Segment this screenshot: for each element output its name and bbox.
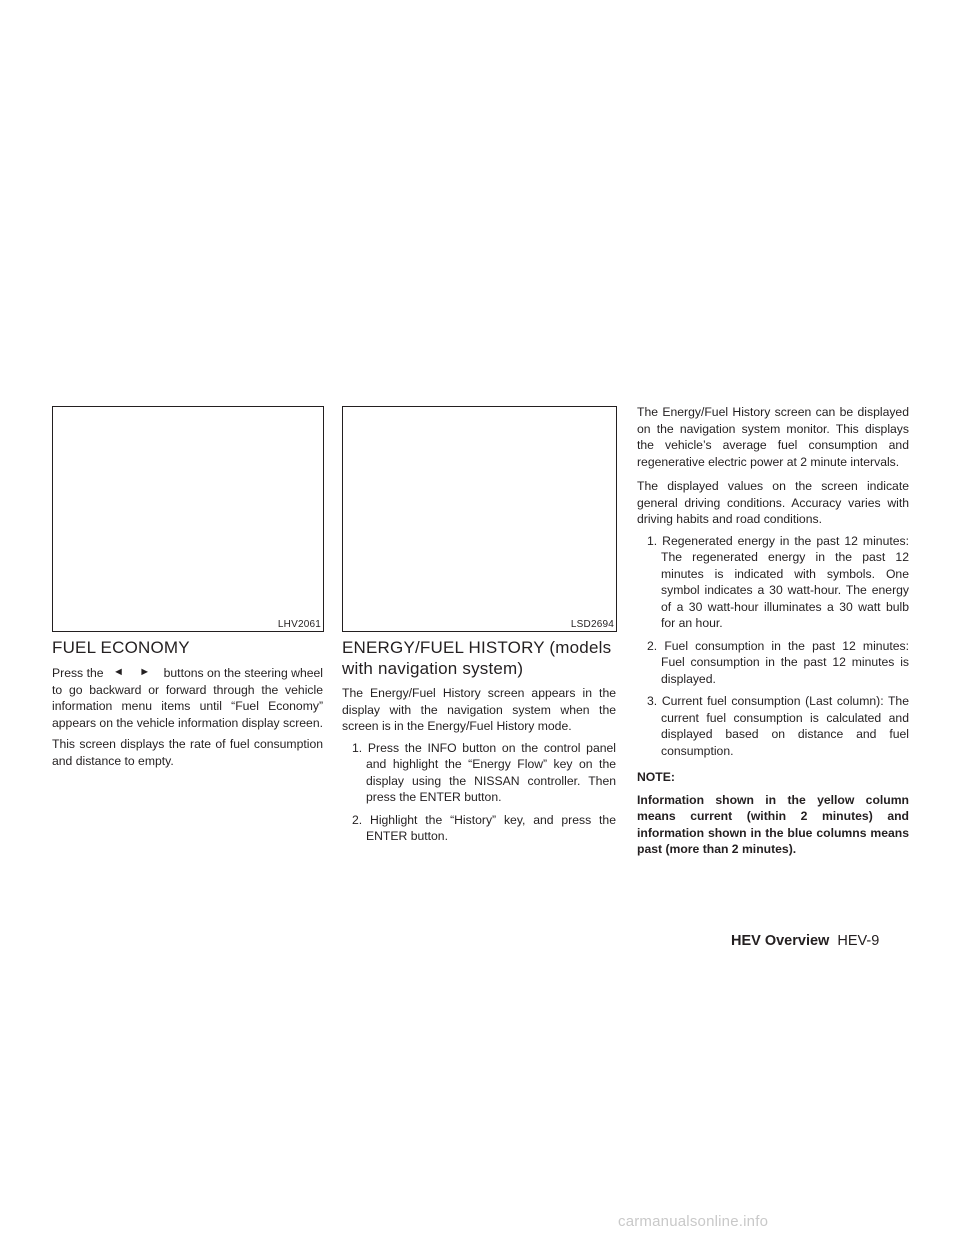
left-arrow-icon: ◄ [112, 666, 124, 678]
watermark: carmanualsonline.info [618, 1213, 769, 1230]
right-arrow-icon: ► [139, 666, 151, 678]
section-title: FUEL ECONOMY [52, 638, 190, 657]
list-item: 3. Current fuel consumption (Last column): The current fuel consumption is calculated and displayed based on distance and fuel consumption. [647, 694, 909, 758]
column-fuel-economy [52, 637, 323, 774]
paragraph: Press the ◄ ► buttons on the steering wheel to go backward or forward through the vehicle information menu items until “Fuel Economy” appears on the vehicle information display screen. [52, 666, 324, 730]
section-title: ENERGY/FUEL HISTORY (models with navigation system) [342, 638, 612, 678]
figure-fuel-economy [52, 406, 324, 632]
list-item: 1. Regenerated energy in the past 12 minutes: The regenerated energy in the past 12 minutes is indicated with symbols. One symbol indicates a 30 watt-hour. The energy of a 30 watt-hour illuminates a 30 watt bulb for an hour. [647, 533, 909, 630]
list-item: 1. Press the INFO button on the control panel and highlight the “Energy Flow” key on the display using the NISSAN controller. Then press the ENTER button. [352, 740, 616, 804]
steps-list [342, 740, 616, 845]
list-item: 2. Fuel consumption in the past 12 minutes: Fuel consumption in the past 12 minutes is displayed. [647, 638, 909, 686]
paragraph: The Energy/Fuel History screen appears in the display with the navigation system when the screen is in the Energy/Fuel History mode. [342, 686, 616, 733]
paragraph: The Energy/Fuel History screen can be displayed on the navigation system monitor. This displays the vehicle’s average fuel consumption and regenerative electric power at 2 minute intervals. [637, 405, 909, 469]
column-energy-history [342, 637, 616, 851]
column-right [637, 404, 909, 858]
page-footer [731, 933, 879, 949]
page-number: HEV-9 [837, 933, 880, 949]
figure-energy-history [342, 406, 617, 632]
figure-label: LSD2694 [570, 619, 614, 630]
note-body: Information shown in the yellow column means current (within 2 minutes) and information shown in the blue columns means past (more than 2 minutes). [637, 792, 909, 856]
note-heading: NOTE: [637, 770, 675, 784]
info-list [637, 533, 909, 760]
paragraph: This screen displays the rate of fuel consumption and distance to empty. [52, 737, 323, 768]
paragraph: The displayed values on the screen indicate general driving conditions. Accuracy varies with driving habits and road conditions. [637, 479, 909, 526]
list-item: 2. Highlight the “History” key, and press the ENTER button. [352, 812, 616, 843]
footer-section: HEV Overview [731, 933, 830, 949]
figure-label: LHV2061 [277, 619, 321, 630]
